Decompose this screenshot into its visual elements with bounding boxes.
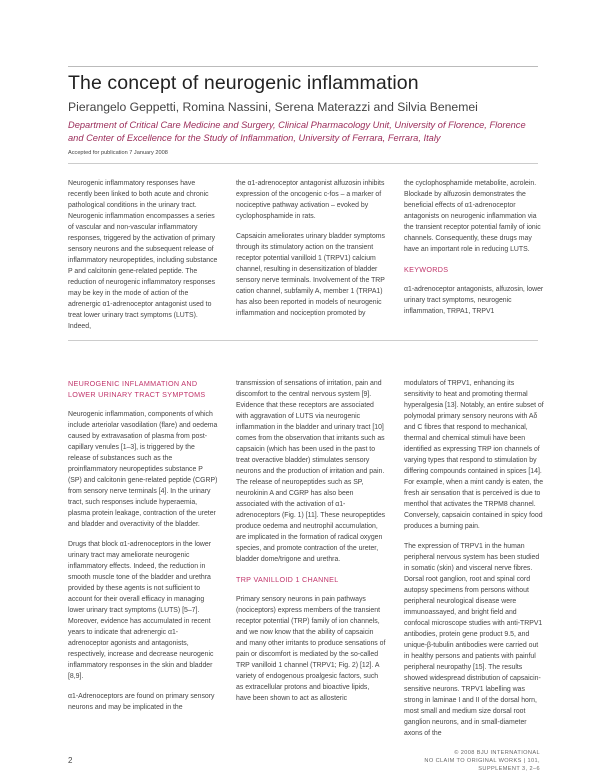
section-heading-neurogenic: NEUROGENIC INFLAMMATION AND LOWER URINARY TRACT SYMPTOMS [68,379,206,399]
page-header-blank [0,0,595,48]
abstract-text-2a: the α1-adrenoceptor antagonist alfuzosin inhibits expression of the oncogenic c-fos – a marker of nociceptive pathway activation – evoked by cyclophosphamide in rats. [236,180,385,220]
body-paragraph: Primary sensory neurons in pain pathways (nociceptors) express members of the transient receptor potential (TRP) family of ion channels, and we now know that the ability of capsaicin and many other irritants to produce sensations of pain or discomfort is mediated by the so-called TRP vanilloid 1 channel (TRPV1; Fig. 2) [12]. A variety of endogenous proalgesic factors, such as extracellular protons and bioactive lipids, have been shown to act as allosteric [236,596,386,702]
keywords-heading: KEYWORDS [404,265,449,274]
page-number: 2 [68,756,73,765]
copyright-line: © 2008 BJU INTERNATIONAL [454,750,540,756]
journal-citation: NO CLAIM TO ORIGINAL WORKS | 101, SUPPLEMENT 3, 2–6 [424,758,540,772]
body-paragraph: α1-Adrenoceptors are found on primary sensory neurons and may be implicated in the [68,693,215,711]
article-title: The concept of neurogenic inflammation [68,72,419,94]
body-column-1 [68,378,218,766]
keywords-list: α1-adrenoceptor antagonists, alfuzosin, lower urinary tract symptoms, neurogenic inflammation, TRPA1, TRPV1 [404,286,544,315]
body-paragraph: The expression of TRPV1 in the human peripheral nervous system has been studied in somatic (skin) and visceral nerve fibres. Dorsal root ganglion, root and spinal cord autopsy specimens from persons without peripheral neurological disease were immunoassayed, and bright field and confocal microscope studies with anti-TRPV1 antibodies, protein gene product 9.5, and unique-β-tubulin antibodies were carried out in healthy persons and patients with painful peripheral neuropathy [15]. The results showed widespread distribution of capsaicin-sensitive neurons. TRPV1 labelling was strong in laminae I and II of the dorsal horn, most small and medium size dorsal root ganglion neurons, and in small-diameter axons of the [404,543,543,737]
body-column-3 [404,378,544,766]
body-column-2 [236,378,386,766]
title-rule [68,66,538,67]
body-paragraph: Drugs that block α1-adrenoceptors in the lower urinary tract may ameliorate neurogenic inflammatory effects. Indeed, the reduction in smooth muscle tone of the bladder and urethra provided by these agents is not sufficient to account for their overall efficacy in managing lower urinary tract symptoms (LUTS) [5–7]. Moreover, evidence has accumulated in recent years to indicate that adrenergic α1-adrenoceptor agonists and antagonists, respectively, increase and decrease neurogenic inflammatory responses in the skin and bladder [8,9]. [68,541,214,680]
abstract-text-3a: the cyclophosphamide metabolite, acrolein. Blockade by alfuzosin demonstrates the beneficial effects of α1-adrenoceptor antagonists on neurogenic inflammation via the transient receptor potential family of ionic channels. Consequently, these drugs may have an important role in reducing LUTS. [404,180,541,253]
abstract-column-2 [236,178,386,338]
body-paragraph: transmission of sensations of irritation, pain and discomfort to the central nervous system [9]. Evidence that these receptors are associated with aggravation of LUTS via neurogenic inflammation in the bladder and urinary tract [10] comes from the observation that irritants such as capsaicin (which has been used in the past to treat overactive bladder) stimulates sensory neurons and the production of irritation and pain. The release of neuropeptides such as SP, neurokinin A and CGRP has also been associated with the activation of α1-adrenoceptors (Fig. 1) [11]. These neuropeptides produce oedema and neutrophil accumulation, are implicated in the formation of radical oxygen species, and promote contraction of the ureter, bladder dome/trigone and urethra. [236,380,386,563]
abstract-top-rule [68,163,538,164]
journal-footer [390,749,540,773]
abstract-column-3 [404,178,544,338]
section-heading-trpv1: TRP VANILLOID 1 CHANNEL [236,575,339,584]
abstract-bottom-rule [68,340,538,341]
body-paragraph: modulators of TRPV1, enhancing its sensitivity to heat and promoting thermal hyperalgesia [13]. Notably, an entire subset of polymodal primary sensory neurons with Aδ and C fibres that respond to mechanical, thermal and chemical stimuli have been identified as expressing TRP ion channels of varying types that respond to stimulation by differing compounds contained in spices [14]. For example, when a mint candy is eaten, the fresh air sensation that is perceived is due to menthol that activates the TRPM8 channel. Conversely, capsaicin contained in spicy food produces a burning pain. [404,380,544,530]
abstract-text-1: Neurogenic inflammatory responses have recently been linked to both acute and chronic pathological conditions in the urinary tract. Neurogenic inflammation encompasses a series of vascular and non-vascular inflammatory responses, triggered by the activation of primary sensory neurons and the subsequent release of inflammatory neuropeptides, including substance P and calcitonin gene-related peptide. The reduction of neurogenic inflammatory responses may be key in the mode of action of the adrenergic α1-adrenoceptor antagonist used to treat lower urinary tract symptoms (LUTS). Indeed, [68,180,218,330]
body-paragraph: Neurogenic inflammation, components of which include arteriolar vasodilation (flare) and oedema caused by extravasation of plasma from post-capillary venules [1–3], is triggered by the release of substances such as the proinflammatory neuropeptides substance P (SP) and calcitonin gene-related peptide (CGRP) from sensory nerve terminals [4]. In the urinary tract, such responses include hyperaemia, plasma protein leakage, contraction of the ureter and bladder and overactivity of the bladder. [68,411,218,528]
accepted-date: Accepted for publication 7 January 2008 [68,150,168,156]
abstract-text-2b: Capsaicin ameliorates urinary bladder symptoms through its stimulatory action on the transient receptor potential vanilloid 1 (TRPV1) calcium channel, resulting in desensitization of bladder sensory nerve terminals. Involvement of the TRP cation channel, subfamily A, member 1 (TRPA1) has also been reported in models of neurogenic inflammation and nociception promoted by [236,233,385,317]
article-authors: Pierangelo Geppetti, Romina Nassini, Serena Materazzi and Silvia Benemei [68,100,478,114]
abstract-column-1 [68,178,218,338]
author-affiliation: Department of Critical Care Medicine and Surgery, Clinical Pharmacology Unit, University of Florence, Florence and Center of Excellence for the Study of Inflammation, University of Ferrara, Ferrara, Italy [68,120,526,143]
